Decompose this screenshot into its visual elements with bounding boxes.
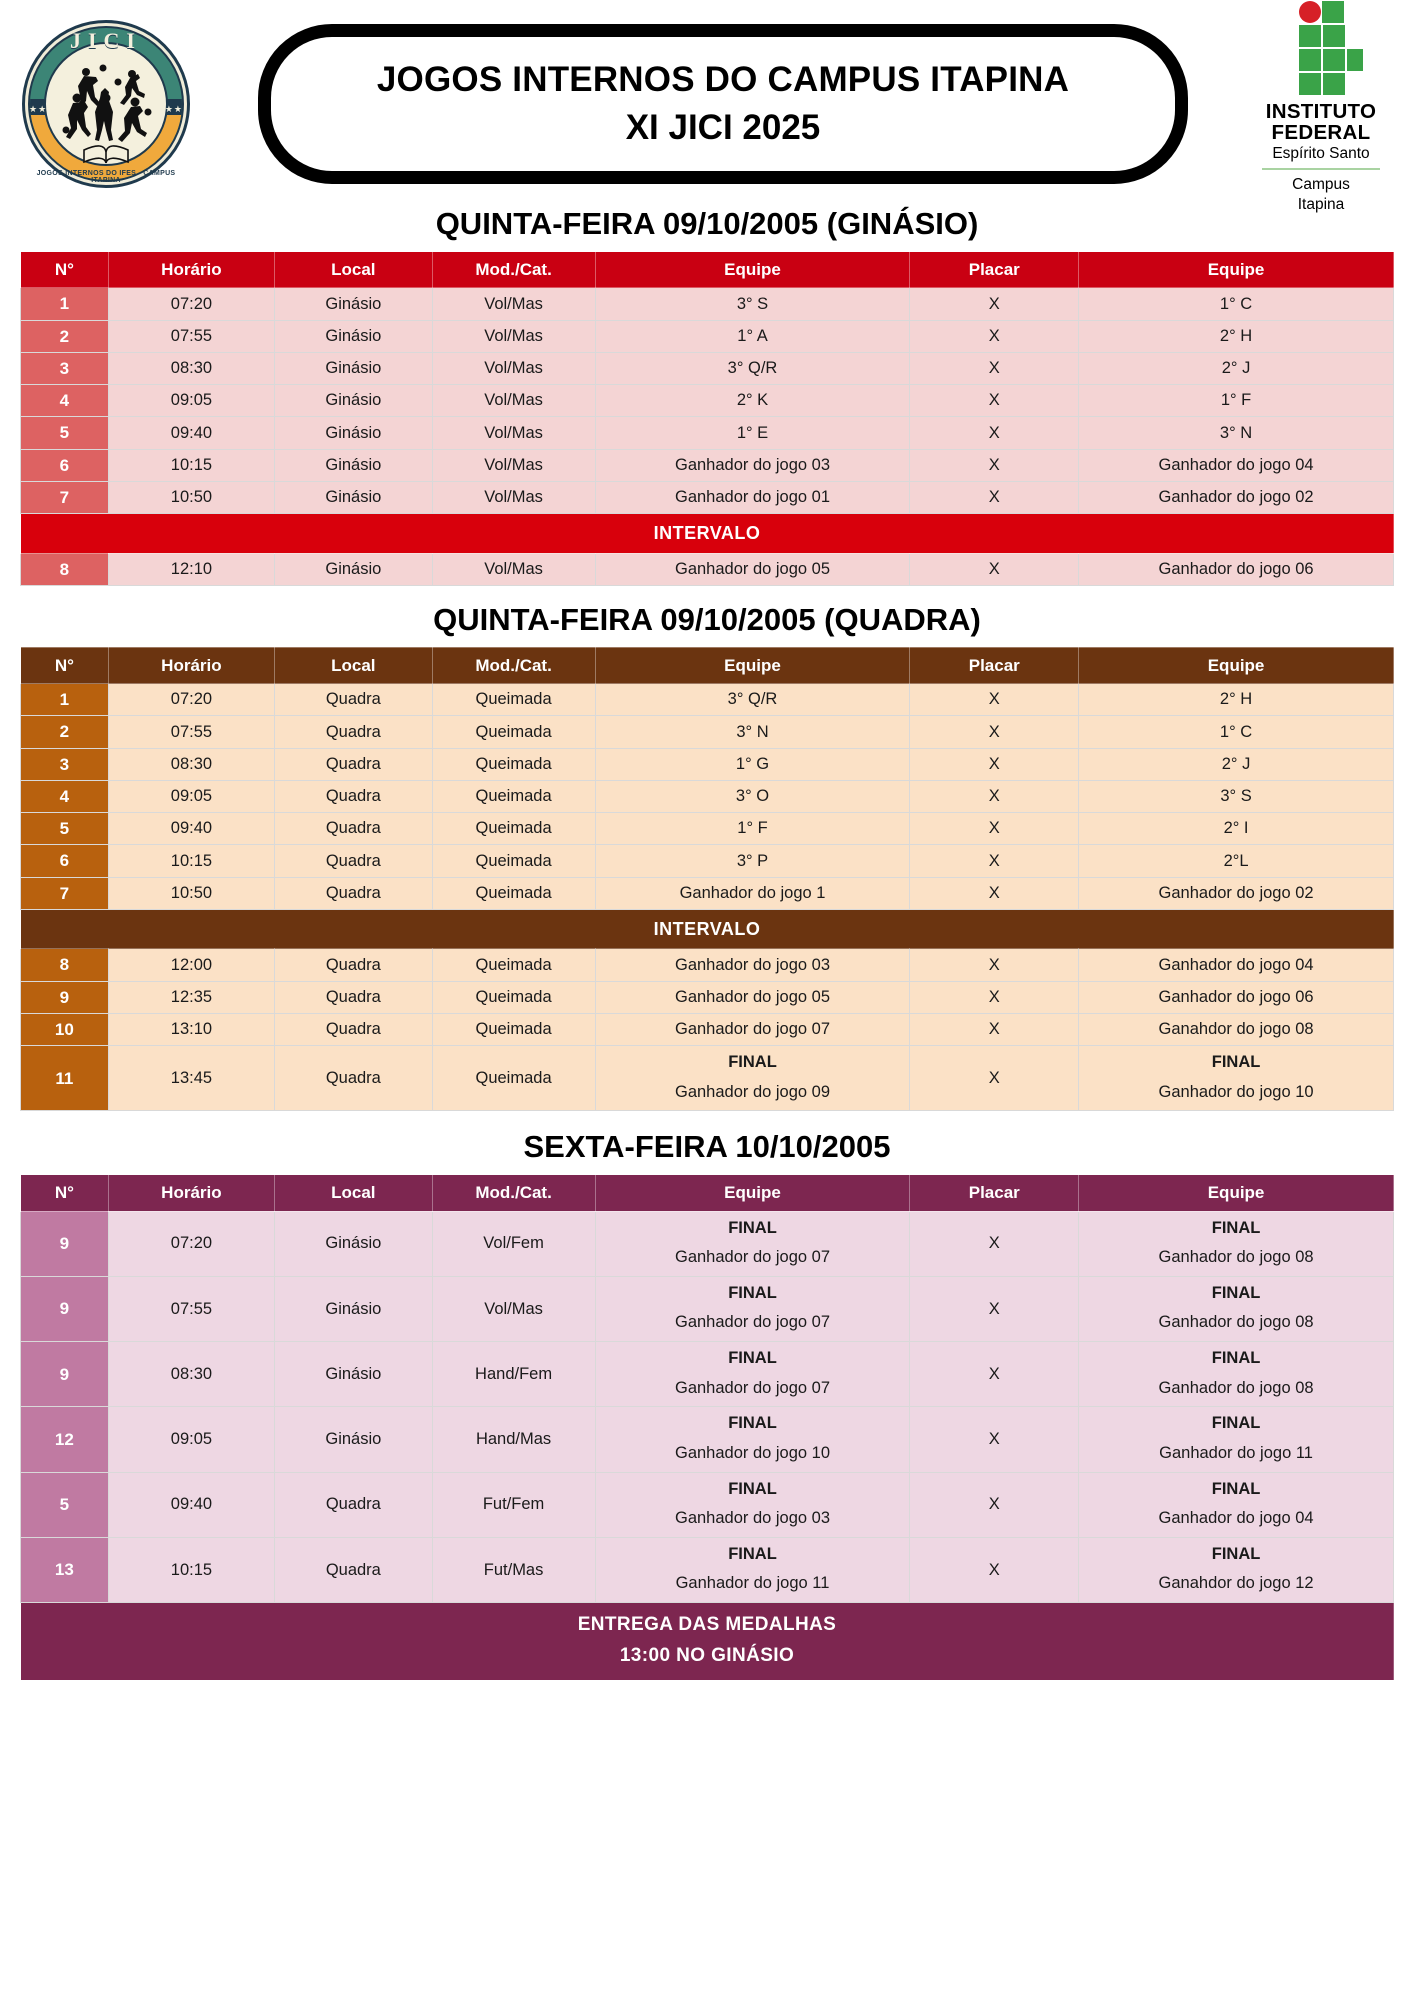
- table-header-row: [21, 1175, 1394, 1211]
- cell-placar: X: [910, 780, 1079, 812]
- cell-mod: Queimada: [432, 949, 595, 981]
- cell-mod: Queimada: [432, 845, 595, 877]
- cell-num: 6: [21, 845, 109, 877]
- jici-logo-title: JICI: [69, 28, 142, 53]
- cell-eq2: Ganhador do jogo 02: [1079, 481, 1394, 513]
- final-label: FINAL: [1211, 1544, 1261, 1563]
- column-header-mod: Mod./Cat.: [432, 252, 595, 288]
- cell-hora: 10:15: [108, 845, 274, 877]
- cell-mod: Vol/Mas: [432, 352, 595, 384]
- cell-eq1: Ganhador do jogo 05: [595, 981, 910, 1013]
- table-row: [21, 1013, 1394, 1045]
- cell-mod: Queimada: [432, 981, 595, 1013]
- final-label: FINAL: [728, 1283, 777, 1302]
- cell-local: Quadra: [275, 1472, 432, 1537]
- cell-eq1: [595, 1211, 910, 1276]
- final-label: FINAL: [728, 1349, 777, 1367]
- cell-eq1: Ganhador do jogo 07: [595, 1013, 910, 1045]
- cell-eq2: 2° J: [1079, 352, 1394, 384]
- column-header-eq1: Equipe: [595, 647, 910, 683]
- cell-placar: X: [910, 1342, 1079, 1407]
- final-label: FINAL: [728, 1053, 777, 1071]
- cell-local: Quadra: [275, 1537, 432, 1602]
- cell-eq1: 1° F: [595, 813, 910, 845]
- cell-eq1: 1° A: [595, 320, 910, 352]
- jici-logo: [22, 20, 190, 188]
- cell-eq2: 1° C: [1079, 288, 1394, 320]
- cell-placar: X: [910, 1472, 1079, 1537]
- cell-local: Ginásio: [275, 1407, 432, 1472]
- cell-num: 12: [21, 1407, 109, 1472]
- cell-eq2: Ganhador do jogo 04: [1079, 949, 1394, 981]
- column-header-eq2: Equipe: [1079, 1175, 1394, 1211]
- cell-placar: X: [910, 320, 1079, 352]
- table-row: [21, 352, 1394, 384]
- cell-num: 5: [21, 813, 109, 845]
- cell-eq1: 3° N: [595, 716, 910, 748]
- cell-mod: Queimada: [432, 1013, 595, 1045]
- table-row: [21, 1407, 1394, 1472]
- column-header-mod: Mod./Cat.: [432, 647, 595, 683]
- column-header-placar: Placar: [910, 252, 1079, 288]
- medal-ceremony-line1: ENTREGA DAS MEDALHAS: [577, 1614, 837, 1635]
- interval-row: [21, 514, 1394, 554]
- cell-hora: 12:00: [108, 949, 274, 981]
- final-source: Ganhador do jogo 07: [674, 1313, 831, 1332]
- final-source: Ganhador do jogo 07: [674, 1248, 831, 1267]
- jici-logo-bottom-text: JOGOS INTERNOS DO IFES - CAMPUS ITAPINA: [36, 170, 176, 184]
- cell-placar: X: [910, 1046, 1079, 1111]
- table-row: [21, 1342, 1394, 1407]
- cell-mod: Queimada: [432, 684, 595, 716]
- cell-eq2: 2° J: [1079, 748, 1394, 780]
- cell-hora: 13:45: [108, 1046, 274, 1111]
- cell-num: 4: [21, 780, 109, 812]
- cell-placar: X: [910, 845, 1079, 877]
- cell-eq1: 3° P: [595, 845, 910, 877]
- cell-num: 3: [21, 352, 109, 384]
- schedule-table-3: [20, 1174, 1394, 1680]
- cell-eq2: [1079, 1342, 1394, 1407]
- cell-mod: Vol/Mas: [432, 385, 595, 417]
- cell-hora: 10:50: [108, 877, 274, 909]
- cell-eq1: 3° O: [595, 780, 910, 812]
- cell-hora: 12:10: [108, 553, 274, 585]
- final-label: FINAL: [728, 1544, 777, 1563]
- cell-eq1: 1° G: [595, 748, 910, 780]
- cell-eq2: 3° S: [1079, 780, 1394, 812]
- cell-eq2: [1079, 1472, 1394, 1537]
- cell-eq2: 2° H: [1079, 684, 1394, 716]
- cell-local: Quadra: [275, 748, 432, 780]
- final-source: Ganhador do jogo 08: [1158, 1378, 1314, 1397]
- table-row: [21, 1046, 1394, 1111]
- final-label: FINAL: [1211, 1479, 1261, 1498]
- ifes-federal-label: FEDERAL: [1271, 120, 1371, 144]
- medal-ceremony-banner: [21, 1603, 1394, 1681]
- cell-hora: 12:35: [108, 981, 274, 1013]
- event-title-banner: [258, 24, 1188, 184]
- cell-mod: Vol/Mas: [432, 417, 595, 449]
- cell-local: Quadra: [275, 1013, 432, 1045]
- cell-hora: 07:20: [108, 1211, 274, 1276]
- table-row: [21, 716, 1394, 748]
- cell-hora: 07:55: [108, 320, 274, 352]
- medal-ceremony-line2: 13:00 NO GINÁSIO: [619, 1644, 795, 1666]
- final-source: Ganhador do jogo 09: [674, 1082, 831, 1101]
- schedule-table-1: [20, 251, 1394, 586]
- cell-placar: X: [910, 949, 1079, 981]
- cell-eq1: 1° E: [595, 417, 910, 449]
- cell-placar: X: [910, 417, 1079, 449]
- final-source: Ganahdor do jogo 12: [1158, 1574, 1314, 1593]
- cell-eq1: [595, 1537, 910, 1602]
- table-row: [21, 780, 1394, 812]
- cell-num: 9: [21, 1342, 109, 1407]
- final-source: Ganhador do jogo 04: [1158, 1509, 1314, 1528]
- cell-local: Ginásio: [275, 385, 432, 417]
- cell-local: Quadra: [275, 684, 432, 716]
- cell-mod: Vol/Mas: [432, 288, 595, 320]
- final-label: FINAL: [728, 1479, 777, 1498]
- cell-num: 9: [21, 1211, 109, 1276]
- cell-num: 7: [21, 481, 109, 513]
- cell-hora: 08:30: [108, 352, 274, 384]
- cell-hora: 07:55: [108, 1276, 274, 1341]
- table-row: [21, 1211, 1394, 1276]
- cell-mod: Vol/Mas: [432, 553, 595, 585]
- cell-placar: X: [910, 288, 1079, 320]
- cell-eq1: Ganhador do jogo 03: [595, 949, 910, 981]
- column-header-num: N°: [21, 647, 109, 683]
- table-row: [21, 813, 1394, 845]
- cell-hora: 13:10: [108, 1013, 274, 1045]
- column-header-local: Local: [275, 252, 432, 288]
- final-source: Ganhador do jogo 08: [1158, 1248, 1314, 1267]
- interval-row: [21, 909, 1394, 949]
- cell-eq1: Ganhador do jogo 05: [595, 553, 910, 585]
- cell-hora: 10:50: [108, 481, 274, 513]
- cell-mod: Queimada: [432, 1046, 595, 1111]
- cell-eq1: [595, 1046, 910, 1111]
- column-header-eq1: Equipe: [595, 252, 910, 288]
- cell-eq1: 3° Q/R: [595, 352, 910, 384]
- page-header: [0, 0, 1414, 213]
- cell-placar: X: [910, 481, 1079, 513]
- final-label: FINAL: [1211, 1053, 1261, 1071]
- interval-label: INTERVALO: [21, 909, 1394, 949]
- cell-hora: 09:05: [108, 385, 274, 417]
- table-header-row: [21, 252, 1394, 288]
- cell-placar: X: [910, 385, 1079, 417]
- cell-hora: 07:20: [108, 684, 274, 716]
- cell-local: Quadra: [275, 877, 432, 909]
- cell-placar: X: [910, 1211, 1079, 1276]
- column-header-hora: Horário: [108, 647, 274, 683]
- final-source: Ganhador do jogo 10: [674, 1443, 831, 1462]
- table-row: [21, 684, 1394, 716]
- cell-mod: Queimada: [432, 716, 595, 748]
- cell-hora: 08:30: [108, 1342, 274, 1407]
- cell-eq2: [1079, 1407, 1394, 1472]
- cell-local: Ginásio: [275, 1276, 432, 1341]
- table-row: [21, 981, 1394, 1013]
- cell-num: 8: [21, 553, 109, 585]
- cell-placar: X: [910, 1013, 1079, 1045]
- cell-hora: 08:30: [108, 748, 274, 780]
- table-row: [21, 553, 1394, 585]
- cell-local: Ginásio: [275, 1211, 432, 1276]
- cell-placar: X: [910, 684, 1079, 716]
- cell-num: 2: [21, 716, 109, 748]
- cell-mod: Fut/Mas: [432, 1537, 595, 1602]
- cell-mod: Queimada: [432, 813, 595, 845]
- column-header-eq2: Equipe: [1079, 647, 1394, 683]
- schedule-sections: [0, 206, 1414, 1681]
- cell-num: 1: [21, 684, 109, 716]
- table-row: [21, 949, 1394, 981]
- cell-hora: 09:40: [108, 1472, 274, 1537]
- cell-mod: Queimada: [432, 780, 595, 812]
- cell-eq2: 1° C: [1079, 716, 1394, 748]
- cell-num: 5: [21, 1472, 109, 1537]
- medal-ceremony-text: [21, 1603, 1394, 1681]
- cell-placar: X: [910, 877, 1079, 909]
- cell-num: 13: [21, 1537, 109, 1602]
- cell-eq2: [1079, 1211, 1394, 1276]
- column-header-mod: Mod./Cat.: [432, 1175, 595, 1211]
- final-label: FINAL: [1211, 1414, 1261, 1433]
- cell-placar: X: [910, 748, 1079, 780]
- cell-local: Quadra: [275, 845, 432, 877]
- cell-local: Quadra: [275, 780, 432, 812]
- cell-num: 3: [21, 748, 109, 780]
- ifes-mark-icon: [1278, 0, 1364, 96]
- table-row: [21, 877, 1394, 909]
- table-header-row: [21, 647, 1394, 683]
- jici-logo-stars-right: ★★★: [155, 103, 183, 114]
- cell-local: Ginásio: [275, 553, 432, 585]
- cell-num: 11: [21, 1046, 109, 1111]
- cell-mod: Fut/Fem: [432, 1472, 595, 1537]
- event-title-line1: JOGOS INTERNOS DO CAMPUS ITAPINA: [376, 60, 1070, 99]
- cell-placar: X: [910, 716, 1079, 748]
- jici-logo-stars-left: ★★★: [29, 103, 57, 114]
- section-title-2: QUINTA-FEIRA 09/10/2005 (QUADRA): [433, 601, 981, 637]
- cell-hora: 09:40: [108, 813, 274, 845]
- cell-num: 9: [21, 981, 109, 1013]
- cell-hora: 07:55: [108, 716, 274, 748]
- table-row: [21, 320, 1394, 352]
- column-header-placar: Placar: [910, 1175, 1079, 1211]
- cell-eq1: [595, 1472, 910, 1537]
- ifes-campus-label: Campus: [1292, 176, 1350, 194]
- cell-local: Quadra: [275, 716, 432, 748]
- final-label: FINAL: [728, 1414, 777, 1433]
- ifes-instituto-label: INSTITUTO: [1265, 99, 1377, 123]
- cell-hora: 09:40: [108, 417, 274, 449]
- cell-local: Ginásio: [275, 417, 432, 449]
- cell-eq1: [595, 1407, 910, 1472]
- cell-eq1: Ganhador do jogo 1: [595, 877, 910, 909]
- cell-mod: Hand/Fem: [432, 1342, 595, 1407]
- table-row: [21, 385, 1394, 417]
- cell-eq2: 2° I: [1079, 813, 1394, 845]
- final-source: Ganhador do jogo 11: [675, 1574, 830, 1593]
- cell-mod: Hand/Mas: [432, 1407, 595, 1472]
- cell-num: 5: [21, 417, 109, 449]
- table-row: [21, 288, 1394, 320]
- cell-eq2: Ganhador do jogo 06: [1079, 553, 1394, 585]
- cell-eq2: [1079, 1537, 1394, 1602]
- column-header-eq2: Equipe: [1079, 252, 1394, 288]
- cell-eq1: 3° S: [595, 288, 910, 320]
- cell-num: 10: [21, 1013, 109, 1045]
- cell-eq1: Ganhador do jogo 03: [595, 449, 910, 481]
- table-row: [21, 1276, 1394, 1341]
- cell-eq2: Ganhador do jogo 04: [1079, 449, 1394, 481]
- column-header-hora: Horário: [108, 252, 274, 288]
- cell-eq1: [595, 1342, 910, 1407]
- final-source: Ganhador do jogo 10: [1158, 1082, 1314, 1101]
- column-header-eq1: Equipe: [595, 1175, 910, 1211]
- cell-eq2: 3° N: [1079, 417, 1394, 449]
- final-source: Ganhador do jogo 11: [1159, 1443, 1313, 1462]
- cell-local: Quadra: [275, 813, 432, 845]
- cell-local: Quadra: [275, 949, 432, 981]
- cell-mod: Vol/Mas: [432, 449, 595, 481]
- cell-placar: X: [910, 981, 1079, 1013]
- schedule-table-2: [20, 647, 1394, 1112]
- table-row: [21, 748, 1394, 780]
- cell-local: Ginásio: [275, 449, 432, 481]
- final-label: FINAL: [1211, 1218, 1261, 1237]
- cell-eq1: Ganhador do jogo 01: [595, 481, 910, 513]
- cell-eq1: [595, 1276, 910, 1341]
- interval-label: INTERVALO: [21, 514, 1394, 554]
- cell-eq1: 2° K: [595, 385, 910, 417]
- table-row: [21, 481, 1394, 513]
- cell-num: 2: [21, 320, 109, 352]
- cell-hora: 09:05: [108, 780, 274, 812]
- ifes-divider: [1262, 168, 1380, 170]
- column-header-hora: Horário: [108, 1175, 274, 1211]
- cell-placar: X: [910, 1276, 1079, 1341]
- table-row: [21, 417, 1394, 449]
- cell-num: 7: [21, 877, 109, 909]
- cell-local: Ginásio: [275, 352, 432, 384]
- final-label: FINAL: [1211, 1349, 1261, 1367]
- ifes-campus-name: Itapina: [1297, 195, 1345, 213]
- cell-eq2: 1° F: [1079, 385, 1394, 417]
- cell-num: 6: [21, 449, 109, 481]
- cell-hora: 09:05: [108, 1407, 274, 1472]
- cell-eq1: 3° Q/R: [595, 684, 910, 716]
- cell-num: 1: [21, 288, 109, 320]
- cell-mod: Vol/Mas: [432, 481, 595, 513]
- ifes-logo: [1246, 0, 1396, 214]
- cell-placar: X: [910, 813, 1079, 845]
- cell-mod: Vol/Mas: [432, 320, 595, 352]
- cell-local: Ginásio: [275, 320, 432, 352]
- cell-placar: X: [910, 1407, 1079, 1472]
- cell-placar: X: [910, 553, 1079, 585]
- table-row: [21, 845, 1394, 877]
- section-title-1: QUINTA-FEIRA 09/10/2005 (GINÁSIO): [435, 206, 979, 241]
- final-source: Ganhador do jogo 07: [674, 1378, 831, 1397]
- cell-num: 9: [21, 1276, 109, 1341]
- cell-hora: 10:15: [108, 449, 274, 481]
- cell-num: 8: [21, 949, 109, 981]
- event-title-line2: XI JICI 2025: [625, 108, 821, 147]
- cell-mod: Queimada: [432, 877, 595, 909]
- section-title-3: SEXTA-FEIRA 10/10/2005: [523, 1129, 891, 1165]
- cell-mod: Queimada: [432, 748, 595, 780]
- cell-local: Ginásio: [275, 288, 432, 320]
- column-header-num: N°: [21, 1175, 109, 1211]
- column-header-local: Local: [275, 1175, 432, 1211]
- cell-eq2: Ganahdor do jogo 08: [1079, 1013, 1394, 1045]
- cell-eq2: Ganhador do jogo 02: [1079, 877, 1394, 909]
- cell-local: Quadra: [275, 1046, 432, 1111]
- column-header-placar: Placar: [910, 647, 1079, 683]
- table-row: [21, 449, 1394, 481]
- cell-mod: Vol/Fem: [432, 1211, 595, 1276]
- final-source: Ganhador do jogo 03: [674, 1509, 831, 1528]
- cell-local: Quadra: [275, 981, 432, 1013]
- cell-placar: X: [910, 1537, 1079, 1602]
- final-label: FINAL: [1211, 1283, 1261, 1302]
- final-label: FINAL: [728, 1218, 777, 1237]
- cell-placar: X: [910, 449, 1079, 481]
- table-row: [21, 1472, 1394, 1537]
- cell-local: Ginásio: [275, 481, 432, 513]
- cell-eq2: [1079, 1276, 1394, 1341]
- column-header-local: Local: [275, 647, 432, 683]
- cell-hora: 10:15: [108, 1537, 274, 1602]
- column-header-num: N°: [21, 252, 109, 288]
- cell-num: 4: [21, 385, 109, 417]
- cell-local: Ginásio: [275, 1342, 432, 1407]
- cell-placar: X: [910, 352, 1079, 384]
- cell-eq2: [1079, 1046, 1394, 1111]
- cell-eq2: 2° H: [1079, 320, 1394, 352]
- cell-eq2: Ganhador do jogo 06: [1079, 981, 1394, 1013]
- cell-eq2: 2°L: [1079, 845, 1394, 877]
- cell-hora: 07:20: [108, 288, 274, 320]
- table-row: [21, 1537, 1394, 1602]
- cell-mod: Vol/Mas: [432, 1276, 595, 1341]
- ifes-state-label: Espírito Santo: [1272, 144, 1370, 162]
- final-source: Ganhador do jogo 08: [1158, 1313, 1314, 1332]
